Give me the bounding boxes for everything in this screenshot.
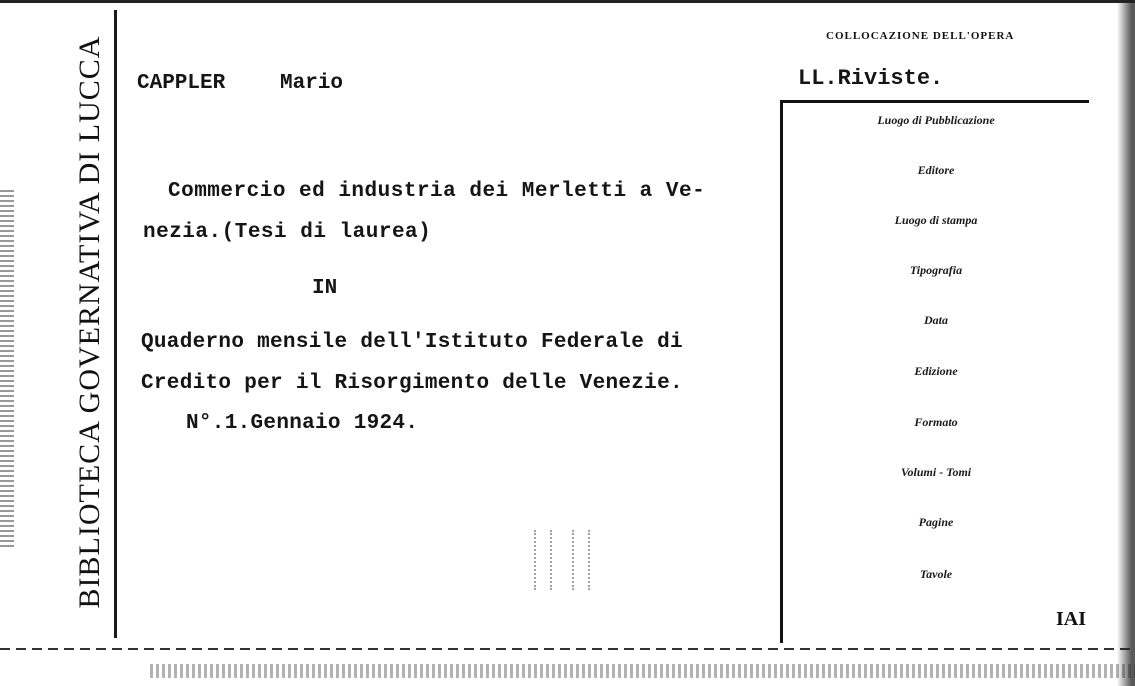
faded-stamp xyxy=(528,520,598,610)
source-line-1: Quaderno mensile dell'Istituto Federale di xyxy=(141,331,683,354)
top-border xyxy=(0,0,1135,3)
field-data: Data xyxy=(924,313,948,327)
bottom-scan-noise xyxy=(150,664,1135,678)
collocazione-value: LL.Riviste. xyxy=(798,66,944,91)
right-scan-edge xyxy=(1117,0,1135,686)
publication-box xyxy=(780,100,1089,643)
title-line-2: nezia.(Tesi di laurea) xyxy=(143,221,432,244)
spine-divider xyxy=(114,10,117,638)
field-luogo-pubblicazione: Luogo di Pubblicazione xyxy=(877,113,995,127)
issue-line: N°.1.Gennaio 1924. xyxy=(186,412,419,435)
field-edizione: Edizione xyxy=(914,364,958,378)
library-name: BIBLIOTECA GOVERNATIVA DI LUCCA xyxy=(73,35,106,609)
field-editore: Editore xyxy=(917,163,955,177)
title-line-1: Commercio ed industria dei Merletti a Ve- xyxy=(168,180,706,203)
field-pagine: Pagine xyxy=(918,515,954,529)
field-formato: Formato xyxy=(914,415,958,429)
collocazione-heading: COLLOCAZIONE DELL'OPERA xyxy=(826,30,1015,42)
torn-left-edge xyxy=(0,190,14,550)
field-tipografia: Tipografia xyxy=(909,263,963,277)
source-line-2: Credito per il Risorgimento delle Venezie. xyxy=(141,372,683,395)
shelfmark: IAI xyxy=(1056,608,1087,630)
in-label: IN xyxy=(312,277,338,300)
field-tavole: Tavole xyxy=(919,567,953,581)
field-volumi-tomi: Volumi - Tomi xyxy=(900,465,972,479)
author-surname: CAPPLER xyxy=(137,72,226,95)
author-name: Mario xyxy=(280,72,344,95)
field-luogo-stampa: Luogo di stampa xyxy=(894,213,978,227)
bottom-dashed-rule xyxy=(0,648,1135,650)
